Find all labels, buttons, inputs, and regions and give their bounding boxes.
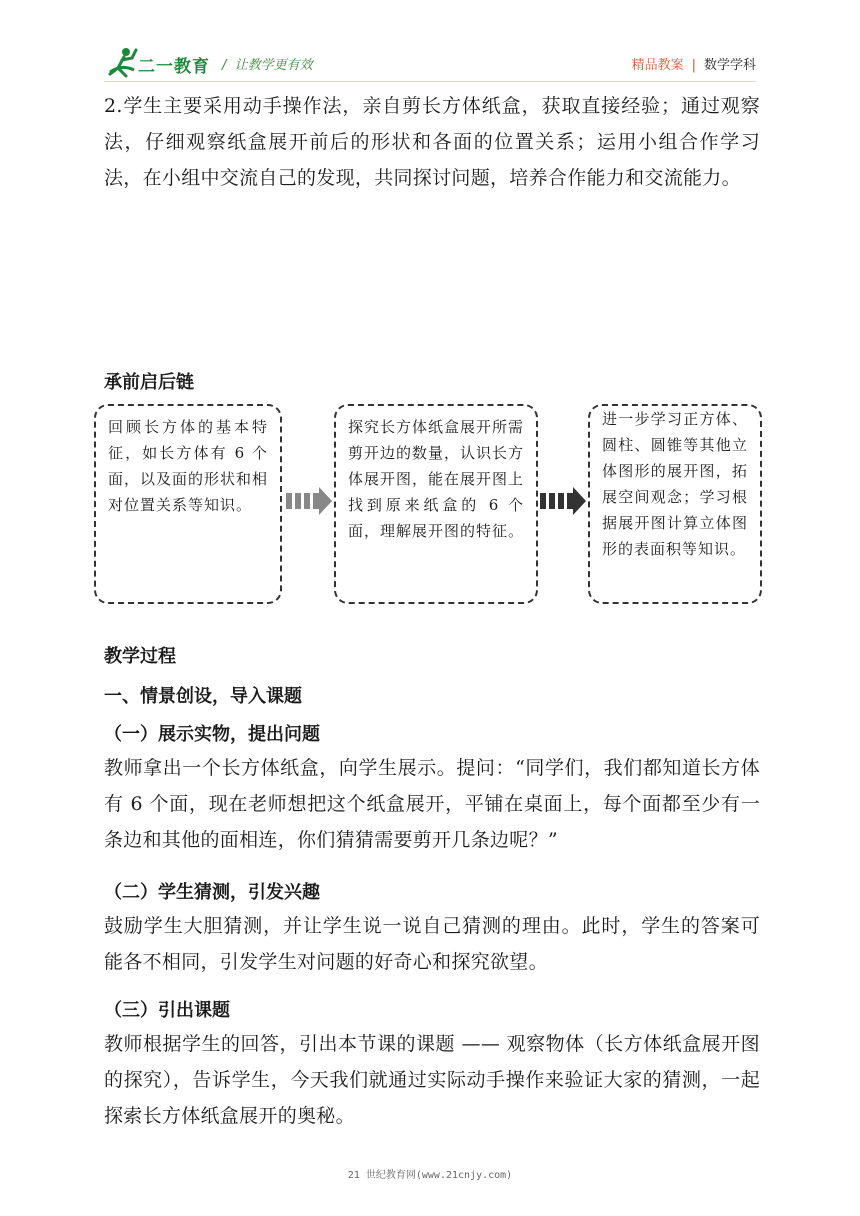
slogan: / 让教学更有效: [222, 58, 313, 73]
subsection-2-heading: （二）学生猜测，引发兴趣: [104, 882, 320, 903]
subsection-2-paragraph: 鼓励学生大胆猜测，并让学生说一说自己猜测的理由。此时，学生的答案可能各不相同，引发学生对问题的好奇心和探究欲望。: [104, 915, 760, 973]
intro-paragraph: 2.学生主要采用动手操作法，亲自剪长方体纸盒，获取直接经验；通过观察法，仔细观察纸盒展开前后的形状和各面的位置关系；运用小组合作学习法，在小组中交流自己的发现，共同探讨问题，培养合作能力和交流能力。: [104, 95, 760, 189]
header-right: [632, 54, 756, 73]
subsection-1-paragraph: 教师拿出一个长方体纸盒，向学生展示。提问：“同学们，我们都知道长方体有 6 个面，现在老师想把这个纸盒展开，平铺在桌面上，每个面都至少有一条边和其他的面相连，你们猜猜需要剪开几条边呢？”: [104, 757, 760, 851]
chain-arrow-2-icon: [540, 487, 586, 515]
chain-box-previous: 回顾长方体的基本特征，如长方体有 6 个面，以及面的形状和相对位置关系等知识。: [94, 404, 282, 604]
header-divider: [104, 81, 756, 82]
subsection-1-heading: （一）展示实物，提出问题: [104, 724, 320, 745]
chain-box-next: 进一步学习正方体、圆柱、圆锥等其他立体图形的展开图，拓展空间观念；学习根据展开图计算立体图形的表面积等知识。: [588, 404, 762, 604]
logo-text: 二一教育: [138, 57, 210, 77]
chain-arrow-1-icon: [286, 487, 332, 515]
section-1-heading: 一、情景创设，导入课题: [104, 686, 302, 707]
badge-label: 精品教案: [631, 58, 684, 73]
footer-source: 21 世纪教育网(www.21cnjy.com): [347, 1170, 513, 1181]
subject-label: 数学学科: [703, 58, 756, 73]
process-title: 教学过程: [104, 646, 176, 667]
chain-title: 承前启后链: [104, 372, 194, 393]
subsection-3-heading: （三）引出课题: [104, 1000, 230, 1021]
chain-box-current: 探究长方体纸盒展开所需剪开边的数量，认识长方体展开图，能在展开图上找到原来纸盒的 6 个面，理解展开图的特征。: [334, 404, 538, 604]
divider: |: [691, 58, 696, 73]
subsection-3-paragraph: 教师根据学生的回答，引出本节课的课题 —— 观察物体（长方体纸盒展开图的探究），告诉学生，今天我们就通过实际动手操作来验证大家的猜测，一起探索长方体纸盒展开的奥秘。: [104, 1033, 760, 1127]
